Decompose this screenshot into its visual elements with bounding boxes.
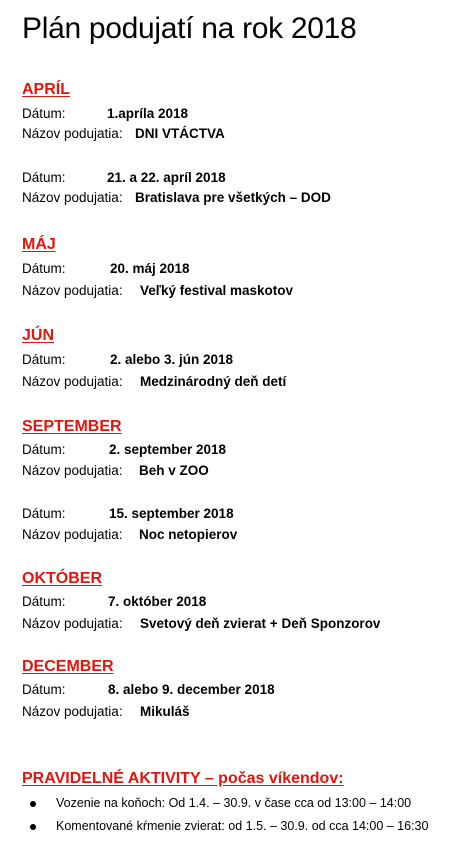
name-label: Názov podujatia: [22,616,123,631]
date-label: Dátum: [22,506,66,521]
event-date: 1.apríla 2018 [107,106,189,121]
event-date: 2. alebo 3. jún 2018 [110,352,234,367]
event-name: Veľký festival maskotov [140,283,294,298]
month-heading-december: DECEMBER [22,658,114,675]
activities-heading: PRAVIDELNÉ AKTIVITY – počas víkendov: [22,770,344,787]
event-date: 15. september 2018 [109,506,234,521]
event-name: Svetový deň zvierat + Deň Sponzorov [140,616,381,631]
event-date-row [22,442,227,457]
event-date: 20. máj 2018 [110,261,190,276]
month-heading-april: APRÍL [22,81,70,98]
month-heading-june: JÚN [22,327,55,344]
month-heading-september: SEPTEMBER [22,418,122,435]
page-title: Plán podujatí na rok 2018 [22,12,357,45]
event-name-row [22,616,381,631]
event-name: Mikuláš [140,704,190,719]
date-label: Dátum: [22,170,66,185]
month-heading-may: MÁJ [22,236,56,253]
name-label: Názov podujatia: [22,527,123,542]
event-name: Bratislava pre všetkých – DOD [135,190,331,205]
date-label: Dátum: [22,261,66,276]
event-name: Noc netopierov [139,527,238,542]
event-name-row [22,283,294,298]
event-date-row [22,106,189,121]
name-label: Názov podujatia: [22,374,123,389]
date-label: Dátum: [22,352,66,367]
event-name-row [22,126,225,141]
bullet-icon [30,801,36,807]
date-label: Dátum: [22,106,66,121]
name-label: Názov podujatia: [22,283,123,298]
name-label: Názov podujatia: [22,704,123,719]
event-date: 7. október 2018 [108,594,207,609]
event-name-row [22,190,331,205]
date-label: Dátum: [22,442,66,457]
event-name-row [22,463,209,478]
event-date: 8. alebo 9. december 2018 [108,682,275,697]
month-heading-october: OKTÓBER [22,570,102,587]
date-label: Dátum: [22,594,66,609]
event-date-row [22,352,234,367]
event-date: 2. september 2018 [109,442,227,457]
activity-text: Vozenie na koňoch: Od 1.4. – 30.9. v čase cca od 13:00 – 14:00 [56,796,412,810]
name-label: Názov podujatia: [22,463,123,478]
event-date-row [22,261,190,276]
event-name: Beh v ZOO [139,463,209,478]
event-name: DNI VTÁCTVA [135,126,225,141]
event-name-row [22,374,287,389]
event-date-row [22,170,226,185]
event-name-row [22,704,190,719]
event-date-row [22,594,207,609]
name-label: Názov podujatia: [22,190,123,205]
date-label: Dátum: [22,682,66,697]
event-name: Medzinárodný deň detí [140,374,287,389]
activity-text: Komentované kŕmenie zvierat: od 1.5. – 30.9. od cca 14:00 – 16:30 [56,819,429,833]
event-date: 21. a 22. apríl 2018 [107,170,226,185]
event-date-row [22,682,275,697]
bullet-icon [30,824,36,830]
event-name-row [22,527,238,542]
name-label: Názov podujatia: [22,126,123,141]
event-date-row [22,506,234,521]
